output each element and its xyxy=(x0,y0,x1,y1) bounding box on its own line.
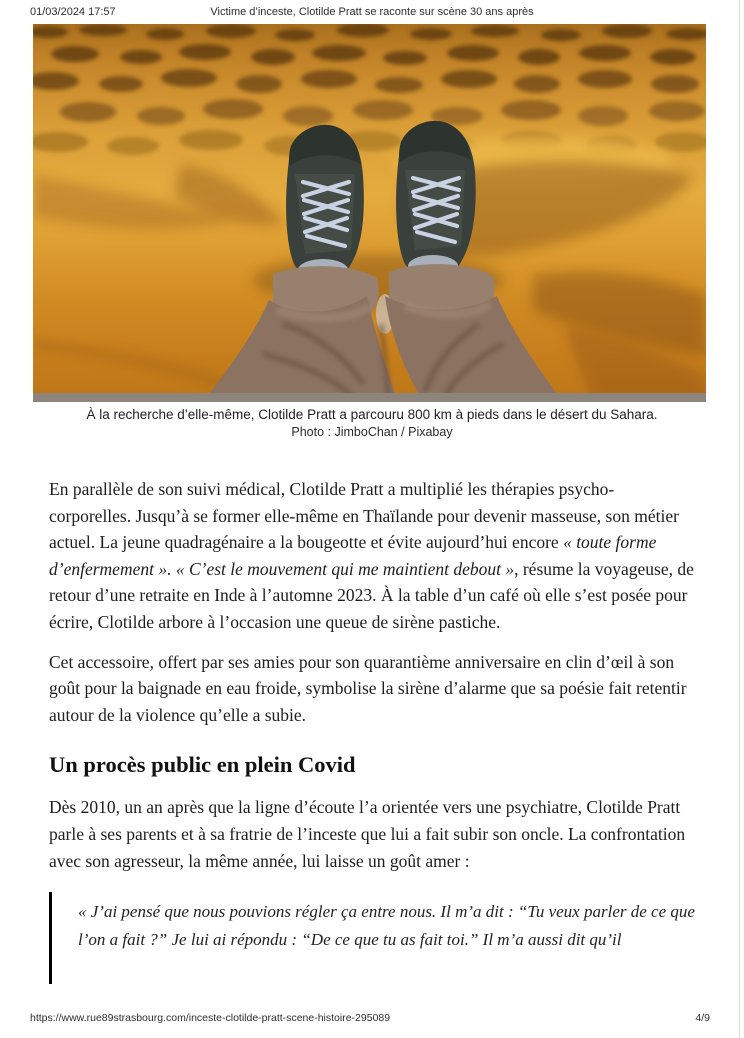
section-heading: Un procès public en plein Covid xyxy=(49,752,356,778)
paragraph-proces: Dès 2010, un an après que la ligne d’écoute l’a orientée vers une psychiatre, Clotilde Pratt parle à ses parents et à sa fratrie de l’inceste que lui a fait subir son oncle. La confrontation avec son agresseur, la même année, lui laisse un goût amer : xyxy=(49,797,686,871)
print-datetime: 01/03/2024 17:57 xyxy=(30,6,116,18)
photo-caption xyxy=(0,406,744,441)
pull-quote-text: « J’ai pensé que nous pouvions régler ça entre nous. Il m’a dit : “Tu veux parler de ce que l’on a fait ?” Je lui ai répondu : “De ce que tu as fait toi.” Il m’a aussi dit qu’il xyxy=(78,902,695,950)
paragraph-text: , résume la voyageuse, de retour d’une retraite en Inde à l’automne 2023. À la table d’un café où elle s’est posée pour écrire, Clotilde arbore à l’occasion une queue de sirène pastiche. xyxy=(49,558,694,632)
article-body xyxy=(49,476,695,984)
quoted-phrase: « toute forme d’enfermement ». « C’est le mouvement qui me maintient debout » xyxy=(49,532,657,579)
print-footer xyxy=(0,1012,744,1028)
paragraph-text: En parallèle de son suivi médical, Clotilde Pratt a multiplié les thérapies psycho-corporelles. Jusqu’à se former elle-même en Thaïlande pour devenir masseuse, son métier actuel. La jeune quadragénaire a la bougeotte et évite aujourd’hui encore xyxy=(49,479,679,553)
paragraph-accessoire: Cet accessoire, offert par ses amies pour son quarantième anniversaire en clin d’œil à son goût pour la baignade en eau froide, symbolise la sirène d’alarme que sa poésie fait retentir autour de la violence qu’elle a subie. xyxy=(49,651,687,725)
photo-bottom-strip xyxy=(33,393,706,402)
print-url: https://www.rue89strasbourg.com/inceste-clotilde-pratt-scene-histoire-295089 xyxy=(30,1012,391,1024)
paragraph-therapies xyxy=(49,476,695,636)
page-edge-line xyxy=(739,0,740,1038)
article-figure xyxy=(33,24,706,439)
print-document-title: Victime d’inceste, Clotilde Pratt se raconte sur scène 30 ans après xyxy=(210,6,534,18)
article-photo xyxy=(33,24,706,402)
photo-caption-text: À la recherche d’elle-même, Clotilde Pratt a parcouru 800 km à pieds dans le désert du Sahara. xyxy=(86,407,658,422)
pull-quote xyxy=(49,892,695,984)
print-header xyxy=(0,6,744,22)
photo-credit: Photo : JimboChan / Pixabay xyxy=(291,425,453,439)
print-page-number: 4/9 xyxy=(695,1012,710,1024)
